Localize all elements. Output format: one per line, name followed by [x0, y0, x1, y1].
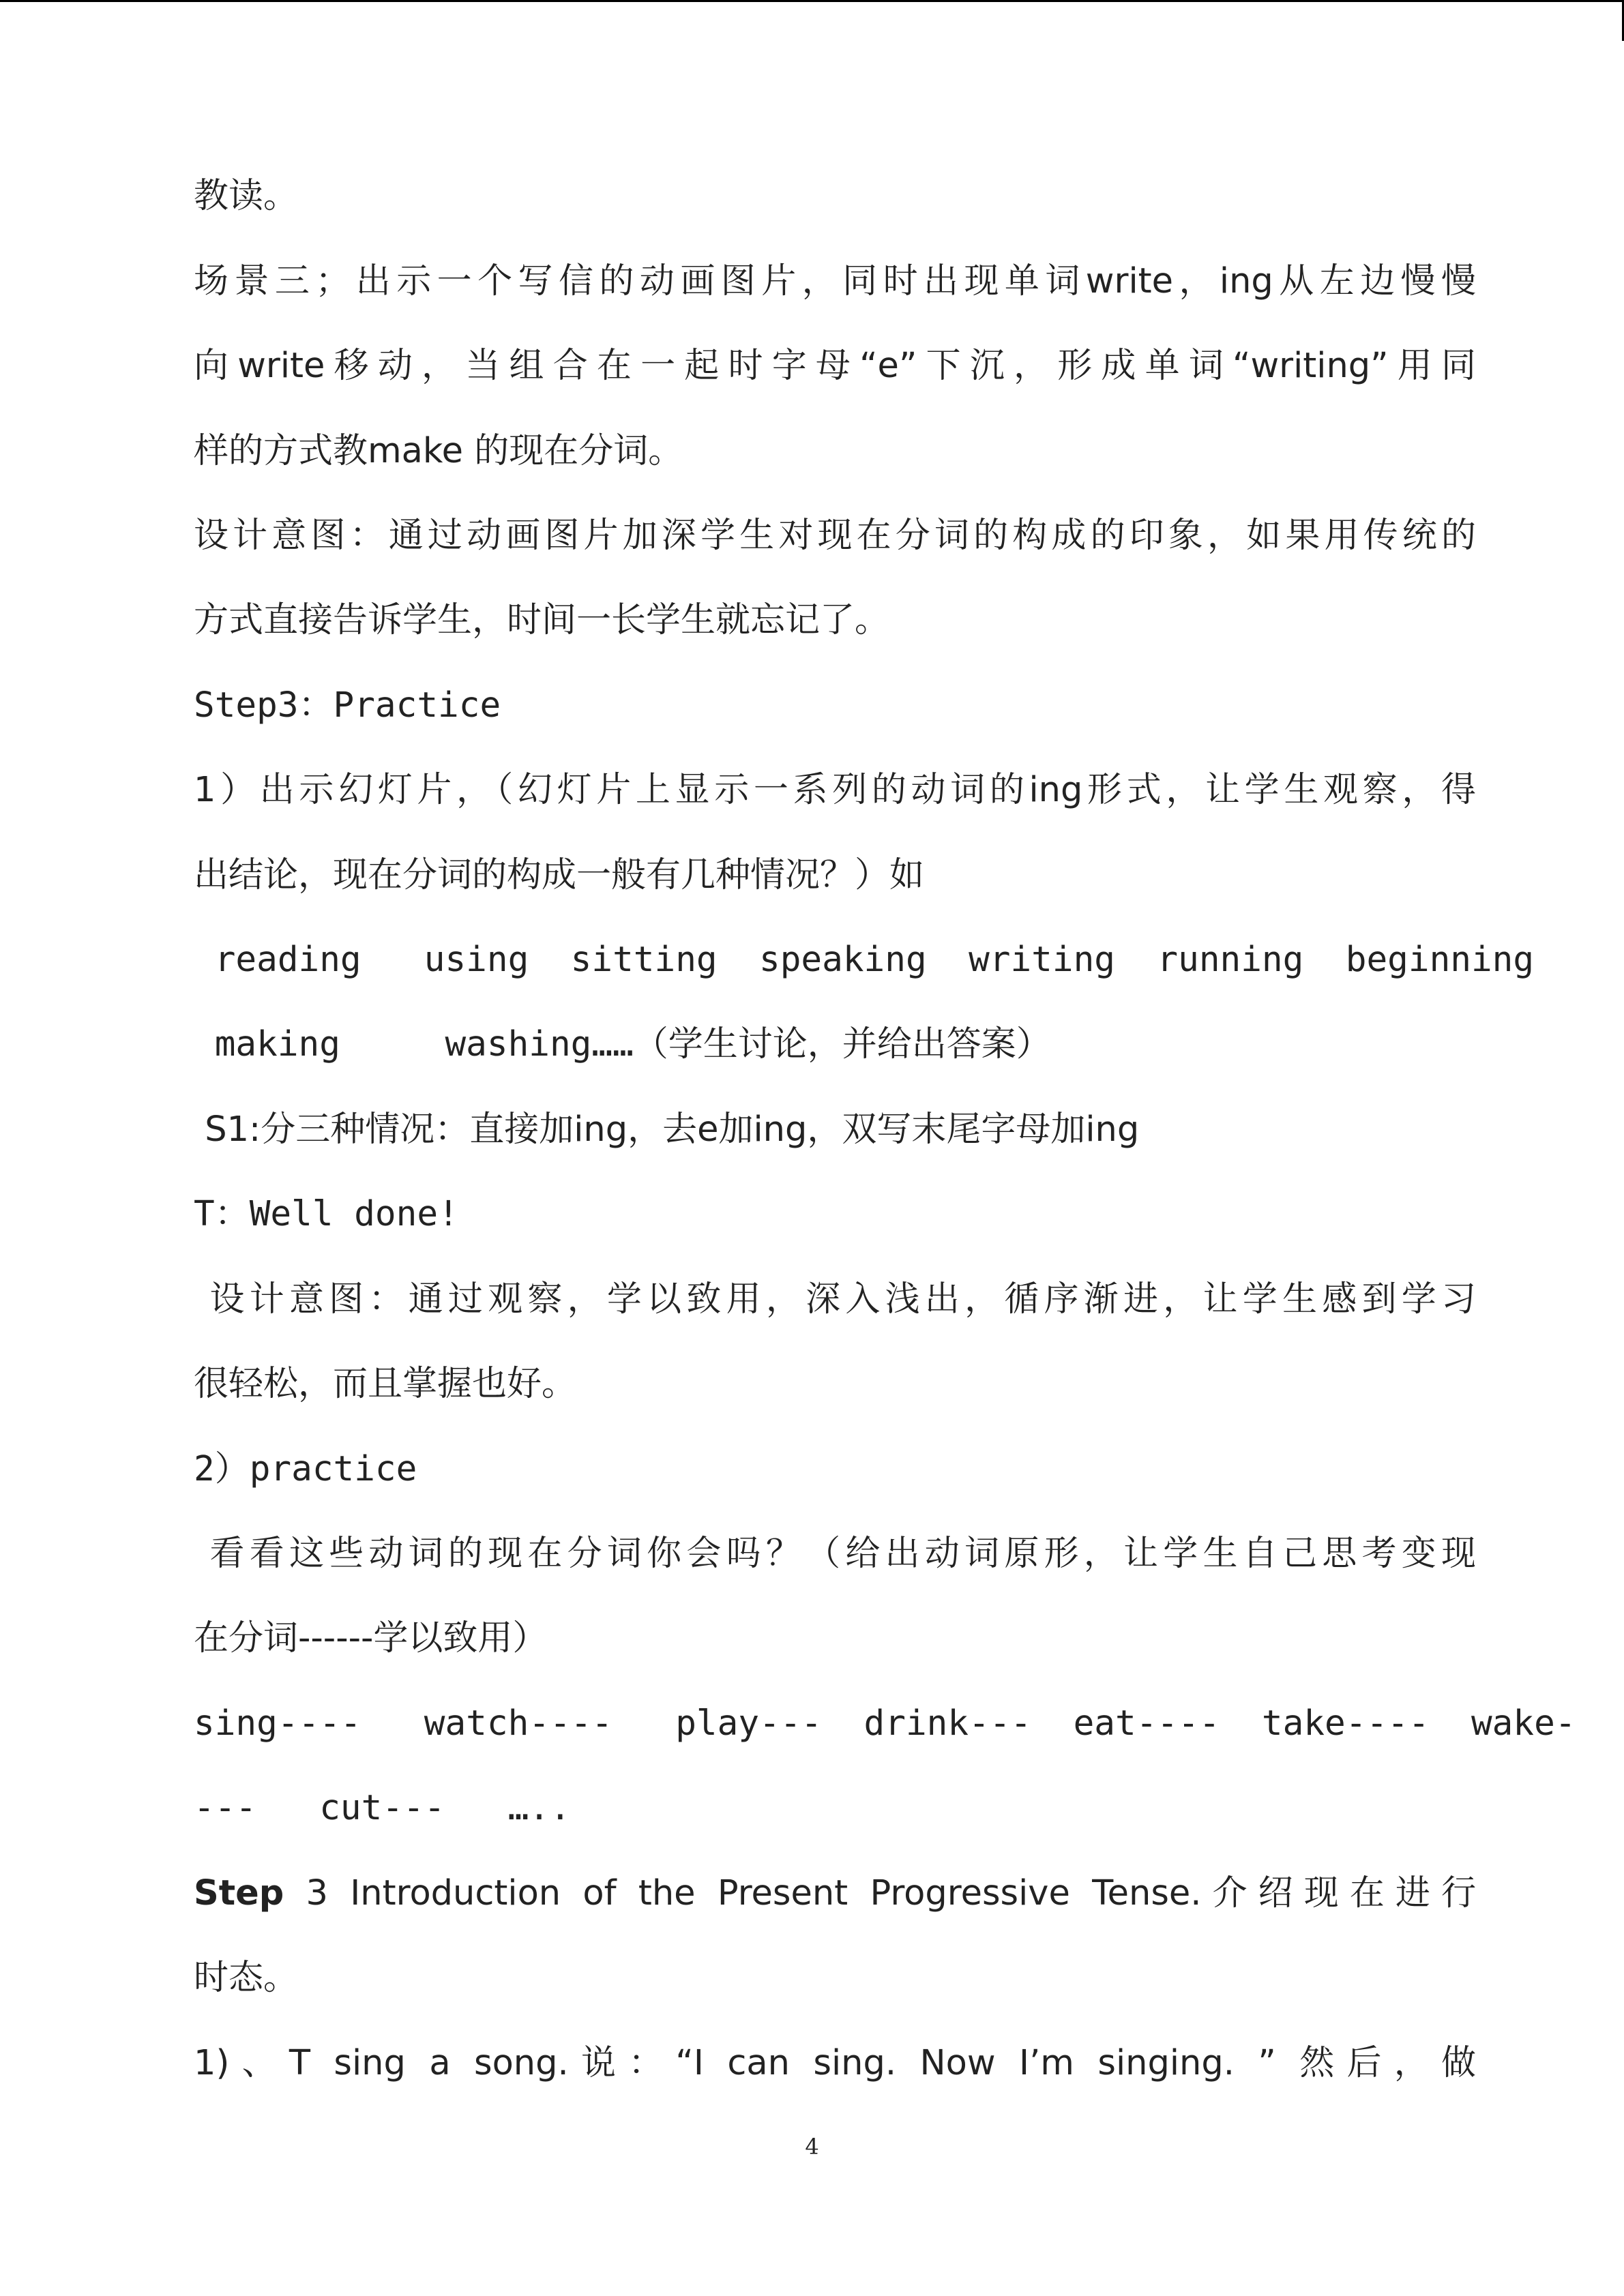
- text-line: 看看这些动词的现在分词你会吗？（给出动词原形，让学生自己思考变现: [194, 1534, 1476, 1574]
- text-line: 向write移动，当组合在一起时字母“e”下沉，形成单词“writing”用同: [194, 346, 1476, 386]
- text-line: 设计意图：通过动画图片加深学生对现在分词的构成的印象，如果用传统的: [194, 516, 1476, 556]
- text-line: 在分词------学以致用）: [194, 1618, 548, 1658]
- step3-title: 3 Introduction of the Present Progressive Tense.介绍现在进行: [284, 1873, 1476, 1913]
- step-label: Step: [194, 1873, 284, 1913]
- page-number: 4: [805, 2134, 819, 2160]
- section-heading: 2）practice: [194, 1449, 417, 1489]
- text-line: 时态。: [194, 1958, 299, 1998]
- text-line: 出结论，现在分词的构成一般有几种情况？）如: [194, 855, 925, 895]
- exercise-line: --- cut--- …..: [194, 1788, 571, 1828]
- text-line: 场景三；出示一个写信的动画图片，同时出现单词write，ing从左边慢慢: [194, 261, 1476, 301]
- text-line: 很轻松，而且掌握也好。: [194, 1364, 577, 1404]
- text-line: 样的方式教make 的现在分词。: [194, 431, 683, 471]
- step3-heading-line: [194, 1856, 1476, 1931]
- step-heading: Step3：Practice: [194, 685, 501, 726]
- text-line: 1）出示幻灯片，（幻灯片上显示一系列的动词的ing形式，让学生观察，得: [194, 770, 1476, 810]
- top-border-line: [0, 0, 1624, 2]
- text-line: S1:分三种情况：直接加ing，去e加ing，双写末尾字母加ing: [194, 1109, 1140, 1150]
- text-line: 教读。: [194, 176, 299, 216]
- word-list-line: reading using sitting speaking writing running beginning: [194, 940, 1535, 980]
- text-line: 设计意图：通过观察，学以致用，深入浅出，循序渐进，让学生感到学习: [194, 1279, 1476, 1320]
- text-line: 1)、T sing a song.说：“I can sing. Now I’m singing. ” 然后，做: [194, 2043, 1476, 2083]
- exercise-line: sing---- watch---- play--- drink--- eat---- take---- wake-: [194, 1703, 1576, 1744]
- text-line: T：Well done!: [194, 1194, 459, 1234]
- word-list-line: making washing……（学生讨论，并给出答案）: [194, 1024, 1051, 1064]
- text-line: 方式直接告诉学生，时间一长学生就忘记了。: [194, 600, 890, 640]
